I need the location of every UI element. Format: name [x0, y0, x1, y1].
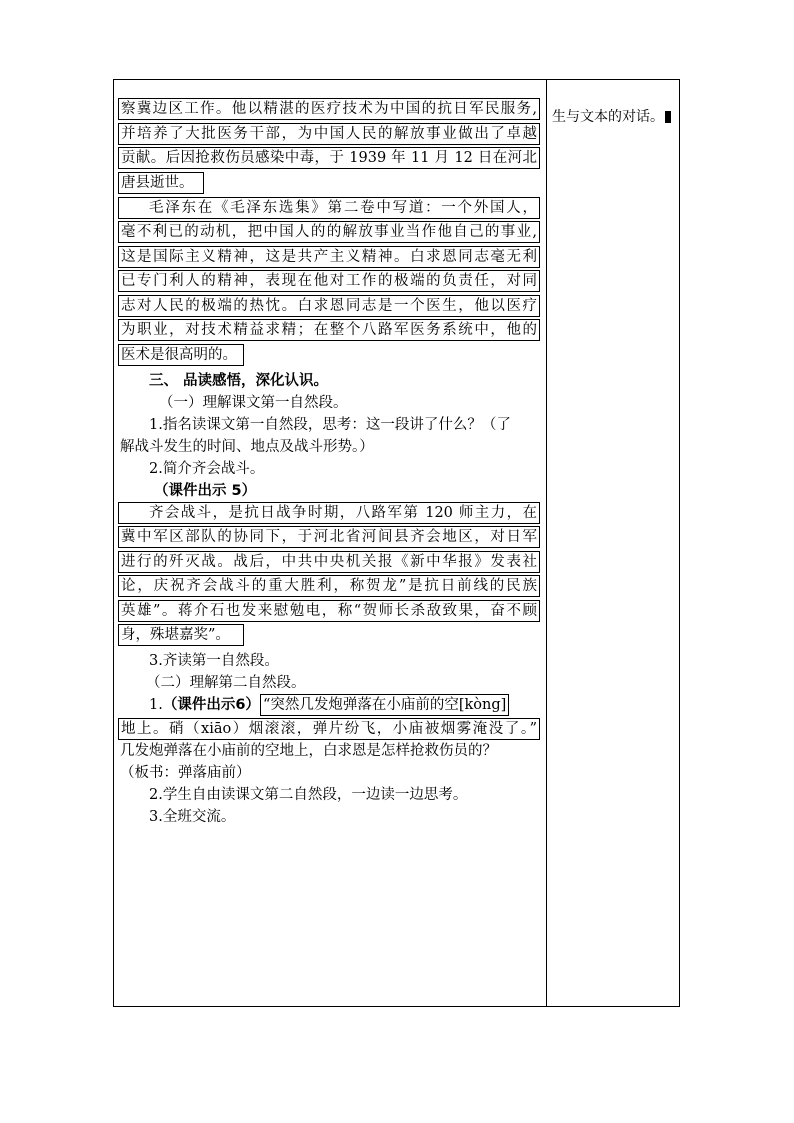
design-intent-text: 生与文本的对话。	[552, 109, 664, 125]
boxed-line: 并培养了大批医务干部，为中国人民的解放事业做出了卓越	[118, 123, 540, 145]
quote-box: “突然几发炮弹落在小庙前的空[kòng]	[260, 694, 509, 716]
lesson-table	[113, 79, 680, 1007]
list-item: 3.全班交流。	[149, 809, 236, 825]
section-heading: 三、 品读感悟，深化认识。	[149, 372, 329, 389]
boxed-line: 为职业，对技术精益求精；在整个八路军医务系统中，他的	[118, 319, 540, 341]
design-intent-cell	[552, 106, 682, 128]
boxed-line: 地上。硝（xiāo）烟滚滚，弹片纷飞，小庙被烟雾淹没了。”	[118, 718, 540, 740]
boxed-line: 唐县逝世。	[118, 172, 204, 194]
boxed-line: 察冀边区工作。他以精湛的医疗技术为中国的抗日军民服务,	[118, 98, 540, 120]
teaching-process-cell	[114, 98, 546, 828]
boxed-line: 论，庆祝齐会战斗的重大胜利，称贺龙”是抗日前线的民族	[118, 575, 540, 597]
column-divider	[546, 80, 547, 1006]
list-item: 3.齐读第一自然段。	[149, 653, 279, 669]
list-item: 2.学生自由读课文第二自然段，一边读一边思考。	[149, 787, 468, 803]
list-item	[114, 694, 546, 718]
item-number: 1.	[149, 697, 163, 713]
slide-label: （课件出示 5）	[154, 482, 257, 499]
list-item-continuation: 几发炮弹落在小庙前的空地上，白求恩是怎样抢救伤员的？	[120, 743, 497, 759]
bracket-mark	[665, 111, 671, 123]
boxed-line: 身，殊堪嘉奖”。	[118, 624, 244, 646]
list-item-continuation: 解战斗发生的时间、地点及战斗形势。）	[120, 438, 374, 455]
boxed-line: 冀中军区部队的协同下，于河北省河间县齐会地区，对日军	[118, 526, 540, 548]
subsection-heading: （二）理解第二自然段。	[146, 675, 306, 691]
boxed-line: 英雄”。蒋介石也发来慰勉电，称“贺师长杀敌致果，奋不顾	[118, 600, 540, 622]
boxed-line: 齐会战斗，是抗日战争时期，八路军第 120 师主力，在	[118, 502, 540, 524]
subsection-heading: （一）理解课文第一自然段。	[159, 394, 348, 411]
boxed-line: 医术是很高明的。	[118, 344, 244, 366]
boxed-line: 进行的歼灭战。战后，中共中央机关报《新中华报》发表社	[118, 551, 540, 573]
boxed-line: 已专门利人的精神，表现在他对工作的极端的负责任，对同	[118, 270, 540, 292]
boxed-line: 贡献。后因抢救伤员感染中毒，于 1939 年 11 月 12 日在河北	[118, 147, 540, 169]
boxed-line: 毛泽东在《毛泽东选集》第二卷中写道：一个外国人，	[118, 197, 540, 219]
list-item-continuation: （板书：弹落庙前）	[120, 765, 251, 781]
boxed-line: 毫不利已的动机，把中国人的的解放事业当作他自己的事业,	[118, 221, 540, 243]
slide-label: （课件出示6）	[162, 697, 260, 713]
list-item: 1.指名读课文第一自然段，思考：这一段讲了什么？（了	[149, 416, 511, 433]
boxed-line: 志对人民的极端的热忱。白求恩同志是一个医生，他以医疗	[118, 295, 540, 317]
list-item: 2.简介齐会战斗。	[149, 460, 265, 477]
boxed-line: 这是国际主义精神，这是共产主义精神。白求恩同志毫无利	[118, 246, 540, 268]
